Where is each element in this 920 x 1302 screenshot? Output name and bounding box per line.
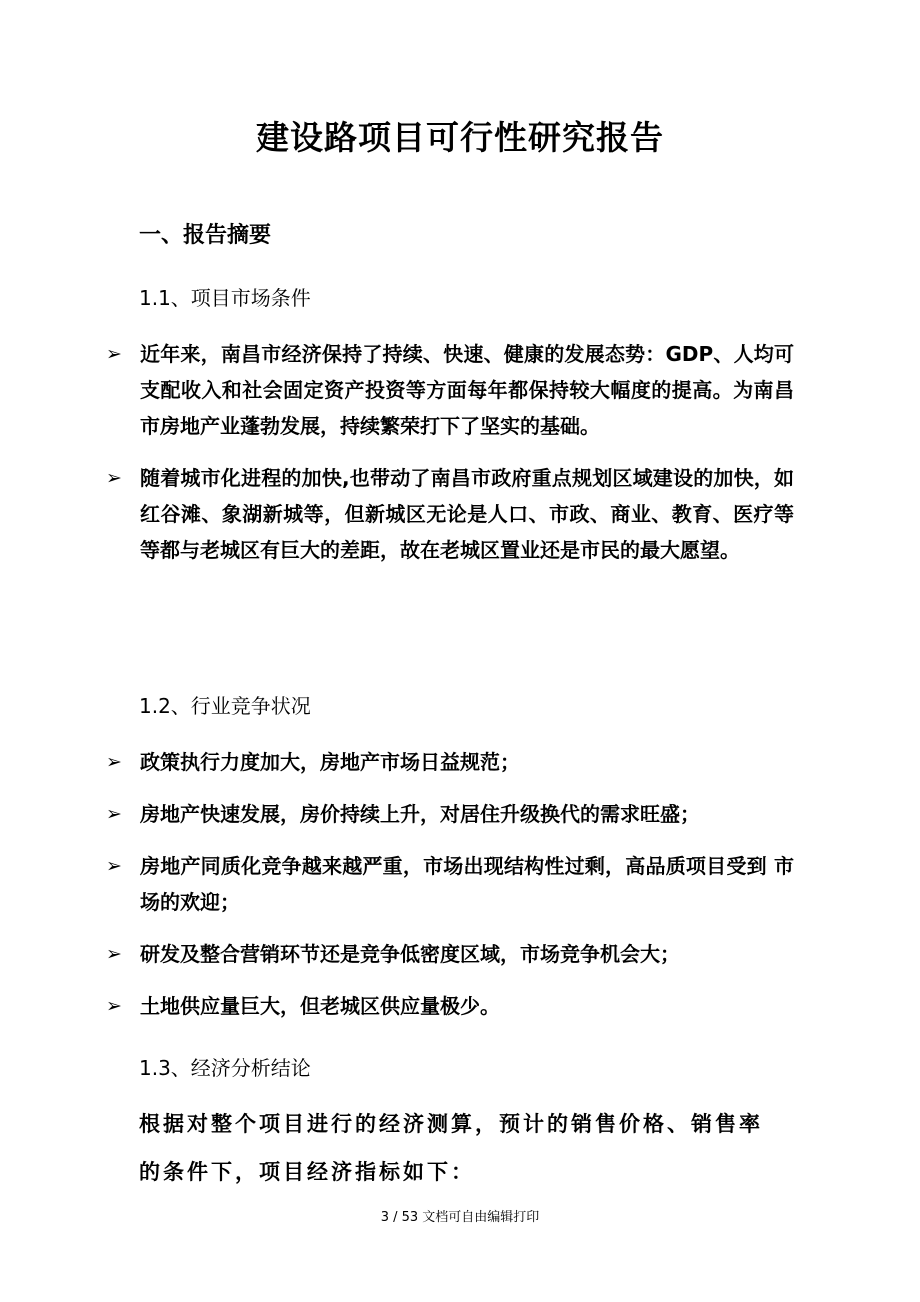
- list-item: [104, 848, 794, 920]
- arrow-bullet-icon: ➢: [106, 943, 122, 965]
- arrow-bullet-icon: ➢: [106, 995, 122, 1017]
- competition-bullet-list: [104, 744, 794, 1024]
- list-item: [104, 988, 794, 1024]
- list-item: [104, 336, 794, 444]
- list-item: [104, 744, 794, 780]
- subsection-heading-economics: 1.3、经济分析结论: [139, 1056, 311, 1080]
- bullet-text: 近年来，南昌市经济保持了持续、快速、健康的发展态势：GDP、人均可支配收入和社会固定资产投资等方面每年都保持较大幅度的提高。为南昌市房地产业蓬勃发展，持续繁荣打下了坚实的基础。: [140, 342, 794, 438]
- bullet-text: 随着城市化进程的加快,也带动了南昌市政府重点规划区域建设的加快，如红谷滩、象湖新城等，但新城区无论是人口、市政、商业、教育、医疗等等都与老城区有巨大的差距，故在老城区置业还是市民的最大愿望。: [140, 466, 794, 562]
- economics-paragraph: [139, 1100, 799, 1196]
- bullet-text: 政策执行力度加大，房地产市场日益规范；: [140, 750, 520, 774]
- paragraph-line: 根据对整个项目进行的经济测算，预计的销售价格、销售率: [139, 1112, 763, 1136]
- document-title: 建设路项目可行性研究报告: [256, 118, 664, 157]
- bullet-text: 土地供应量巨大，但老城区供应量极少。: [140, 994, 500, 1018]
- list-item: [104, 460, 794, 568]
- arrow-bullet-icon: ➢: [106, 467, 122, 489]
- arrow-bullet-icon: ➢: [106, 803, 122, 825]
- arrow-bullet-icon: ➢: [106, 751, 122, 773]
- list-item: [104, 936, 794, 972]
- subsection-heading-competition: 1.2、行业竞争状况: [139, 694, 311, 718]
- bullet-text: 房地产同质化竞争越来越严重，市场出现结构性过剩，高品质项目受到 市场的欢迎；: [140, 854, 794, 914]
- market-bullet-list: [104, 336, 794, 568]
- arrow-bullet-icon: ➢: [106, 343, 122, 365]
- paragraph-line: 的条件下，项目经济指标如下：: [139, 1160, 475, 1184]
- arrow-bullet-icon: ➢: [106, 855, 122, 877]
- page-footer: 3 / 53 文档可自由编辑打印: [380, 1210, 540, 1225]
- bullet-text: 房地产快速发展，房价持续上升，对居住升级换代的需求旺盛；: [140, 802, 700, 826]
- list-item: [104, 796, 794, 832]
- bullet-text: 研发及整合营销环节还是竞争低密度区域，市场竞争机会大；: [140, 942, 680, 966]
- subsection-heading-market: 1.1、项目市场条件: [139, 286, 311, 310]
- section-heading-summary: 一、报告摘要: [139, 223, 272, 248]
